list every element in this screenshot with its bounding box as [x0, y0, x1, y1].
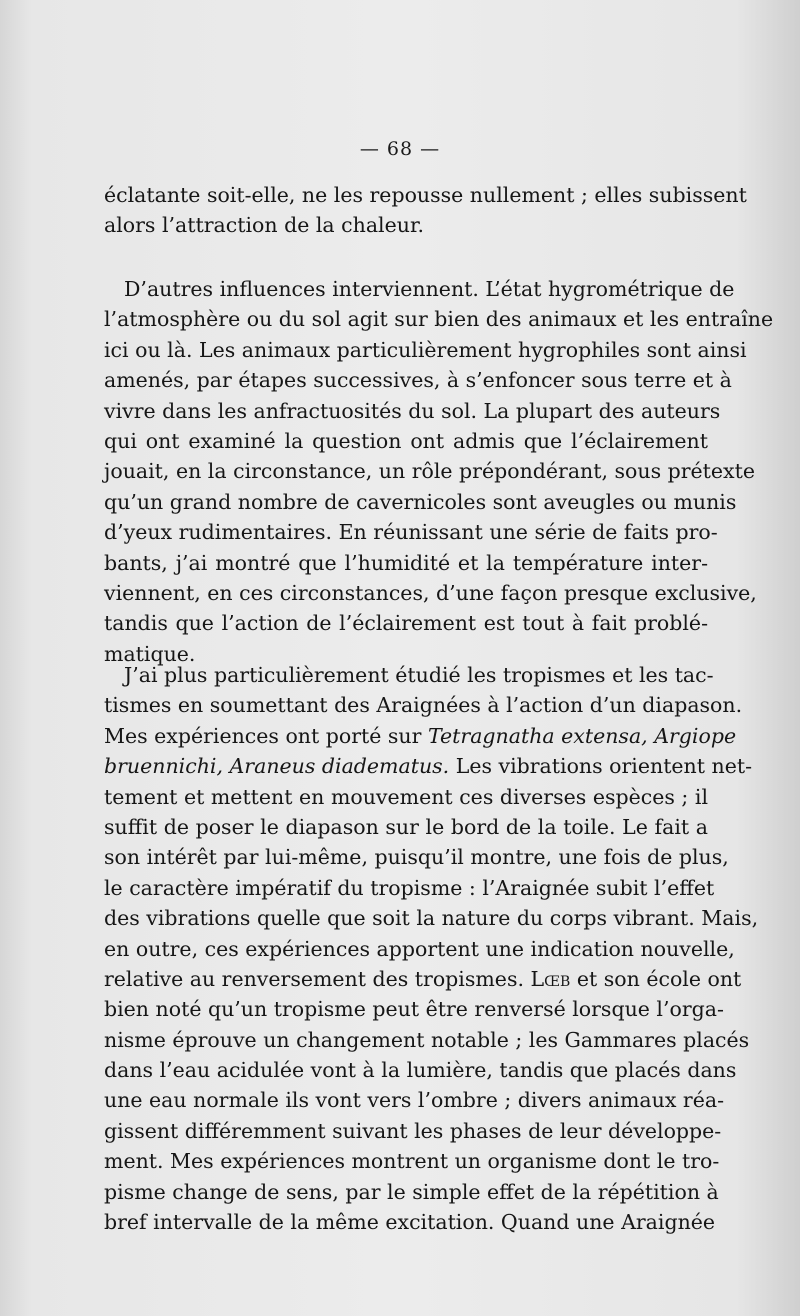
text-line: qu’un grand nombre de cavernicoles sont aveugles ou munis: [104, 489, 737, 514]
text-line: vivre dans les anfractuosités du sol. La plupart des auteurs: [104, 398, 721, 423]
text-line: qui ont examiné la question ont admis que l’éclairement: [104, 428, 708, 453]
paragraph-continuation: [104, 180, 747, 241]
text-line: en outre, ces expériences apportent une indication nouvelle,: [104, 936, 735, 961]
text-line: bants, j’ai montré que l’humidité et la température inter-: [104, 550, 708, 575]
text-line: gissent différemment suivant les phases de leur développe-: [104, 1118, 722, 1143]
text-line: ici ou là. Les animaux particulièrement hygrophiles sont ainsi: [104, 337, 747, 362]
text-line: une eau normale ils vont vers l’ombre ; divers animaux réa-: [104, 1088, 724, 1113]
text-line: [104, 721, 737, 751]
text-line: suffit de poser le diapason sur le bord de la toile. Le fait a: [104, 814, 708, 839]
text-line: D’autres influences interviennent. L’état hygrométrique de: [124, 277, 735, 301]
text-line: nisme éprouve un changement notable ; les Gammares placés: [104, 1027, 750, 1052]
paragraph-tropisms: [104, 660, 759, 1237]
text-line: [104, 751, 753, 781]
text-line: tismes en soumettant des Araignées à l’action d’un diapason.: [104, 693, 743, 718]
paragraph-hygrometry: [104, 274, 774, 669]
text-line: bien noté qu’un tropisme peut être renversé lorsque l’orga-: [104, 997, 724, 1022]
text-line: matique.: [104, 641, 196, 666]
text-line: l’atmosphère ou du sol agit sur bien des animaux et les entraîne: [104, 307, 774, 332]
text-line: tement et mettent en mouvement ces diverses espèces ; il: [104, 784, 708, 809]
text-line: d’yeux rudimentaires. En réunissant une série de faits pro-: [104, 520, 718, 545]
species-names: bruennichi, Araneus diadematus.: [104, 754, 450, 779]
text-line: alors l’attraction de la chaleur.: [104, 213, 425, 238]
text-line: viennent, en ces circonstances, d’une façon presque exclusive,: [104, 580, 757, 605]
text-line: amenés, par étapes successives, à s’enfoncer sous terre et à: [104, 368, 732, 393]
text-line: son intérêt par lui-même, puisqu’il montre, une fois de plus,: [104, 845, 729, 870]
text-line: J’ai plus particulièrement étudié les tropismes et les tac-: [124, 663, 714, 687]
text-run: Mes expériences ont porté sur: [104, 723, 422, 748]
text-line: éclatante soit-elle, ne les repousse nullement ; elles subissent: [104, 183, 747, 207]
text-line: le caractère impératif du tropisme : l’Araignée subit l’effet: [104, 875, 715, 900]
text-line: dans l’eau acidulée vont à la lumière, tandis que placés dans: [104, 1058, 737, 1083]
text-line: ment. Mes expériences montrent un organisme dont le tro-: [104, 1149, 720, 1174]
text-run: Les vibrations orientent net-: [455, 754, 753, 779]
text-line: bref intervalle de la même excitation. Quand une Araignée: [104, 1210, 716, 1235]
text-line: tandis que l’action de l’éclairement est tout à fait problé-: [104, 611, 708, 636]
text-line: jouait, en la circonstance, un rôle prépondérant, sous prétexte: [104, 459, 755, 484]
species-names: Tetragnatha extensa, Argiope: [427, 723, 737, 748]
text-run: relative au renversement des tropismes.: [104, 966, 524, 991]
text-line: des vibrations quelle que soit la nature du corps vibrant. Mais,: [104, 906, 759, 931]
page-number: — 68 —: [359, 138, 441, 160]
text-line: pisme change de sens, par le simple effet de la répétition à: [104, 1179, 719, 1204]
text-line: [104, 964, 742, 994]
author-name: Lœb: [530, 966, 571, 991]
text-run: et son école ont: [576, 966, 742, 991]
